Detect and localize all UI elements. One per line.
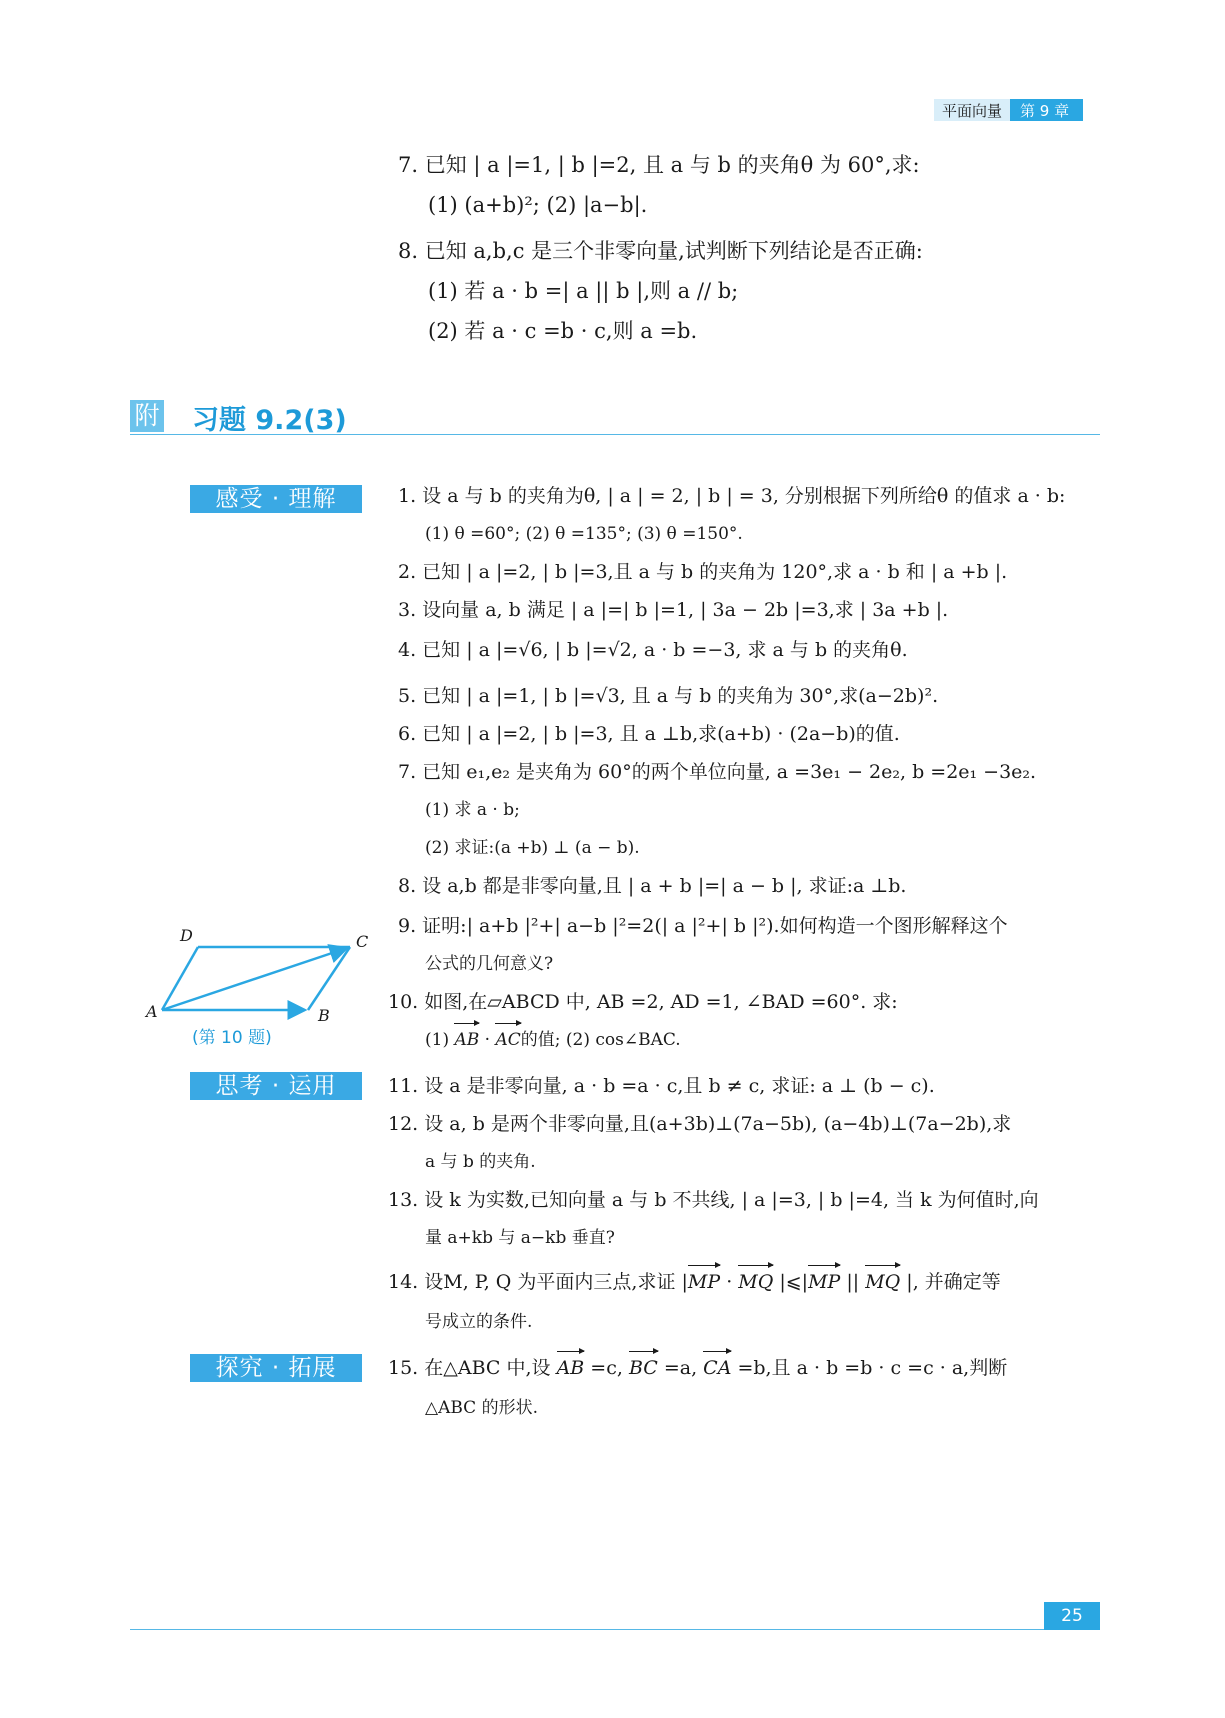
footer-rule xyxy=(130,1629,1100,1630)
label-C: C xyxy=(356,932,369,951)
p14-bars: || xyxy=(840,1271,866,1293)
p10-part1-label: (1) xyxy=(425,1030,455,1050)
q8-line1: 8. 已知 a,b,c 是三个非零向量,试判断下列结论是否正确: xyxy=(398,239,923,263)
figure-caption: (第 10 题) xyxy=(192,1028,272,1048)
problem-7-part2: (2) 求证:(a +b) ⊥ (a − b). xyxy=(425,838,640,858)
problem-8: 8. 设 a,b 都是非零向量,且 | a + b |=| a − b |, 求证:a ⊥b. xyxy=(398,875,907,897)
problem-14-line1 xyxy=(388,1268,1001,1296)
badge-tanjiu: 探究 · 拓展 xyxy=(190,1354,362,1382)
p15-a: 15. 在△ABC 中,设 xyxy=(388,1357,557,1379)
problem-12-line1: 12. 设 a, b 是两个非零向量,且(a+3b)⊥(7a−5b), (a−4b)⊥(7a−2b),求 xyxy=(388,1113,1012,1135)
vector-MP: MP xyxy=(688,1268,720,1296)
vector-BC-15: BC xyxy=(629,1354,658,1382)
problem-13-line2: 量 a+kb 与 a−kb 垂直? xyxy=(425,1228,615,1248)
label-A: A xyxy=(146,1002,158,1021)
problem-11: 11. 设 a 是非零向量, a · b =a · c,且 b ≠ c, 求证: a ⊥ (b − c). xyxy=(388,1075,935,1097)
problem-1: 1. 设 a 与 b 的夹角为θ, | a | = 2, | b | = 3, 分别根据下列所给θ 的值求 a · b: xyxy=(398,485,1066,507)
p14-rest: |, 并确定等 xyxy=(900,1271,1001,1293)
chapter-label: 第 9 章 xyxy=(1010,99,1083,121)
chapter-header xyxy=(934,99,1083,121)
problem-3: 3. 设向量 a, b 满足 | a |=| b |=1, | 3a − 2b |=3,求 | 3a +b |. xyxy=(398,599,949,621)
label-D: D xyxy=(180,926,193,945)
problem-1-options: (1) θ =60°; (2) θ =135°; (3) θ =150°. xyxy=(425,524,743,544)
section-heading xyxy=(130,400,1100,435)
problem-15-line2: △ABC 的形状. xyxy=(425,1398,538,1418)
vector-MQ-2: MQ xyxy=(865,1268,900,1296)
problem-13-line1: 13. 设 k 为实数,已知向量 a 与 b 不共线, | a |=3, | b |=4, 当 k 为何值时,向 xyxy=(388,1189,1039,1211)
vector-AC-arrow xyxy=(162,948,347,1010)
badge-sikao: 思考 · 运用 xyxy=(190,1072,362,1100)
label-B: B xyxy=(318,1006,330,1025)
problem-5: 5. 已知 | a |=1, | b |=√3, 且 a 与 b 的夹角为 30°,求(a−2b)². xyxy=(398,685,939,707)
page-number: 25 xyxy=(1044,1602,1100,1630)
problem-10-line2 xyxy=(425,1026,681,1054)
vector-MQ: MQ xyxy=(738,1268,773,1296)
section-title: 习题 9.2(3) xyxy=(192,405,347,436)
p15-g: =b,且 a · b =b · c =c · a,判断 xyxy=(731,1357,1008,1379)
vector-AB: AB xyxy=(454,1026,479,1054)
p15-c: =c, xyxy=(584,1357,629,1379)
vector-AB-15: AB xyxy=(557,1354,585,1382)
q8-line3: (2) 若 a · c =b · c,则 a =b. xyxy=(428,319,698,343)
dot: · xyxy=(479,1030,496,1050)
problem-10-line1: 10. 如图,在▱ABCD 中, AB =2, AD =1, ∠BAD =60°. 求: xyxy=(388,991,898,1013)
q8-line2: (1) 若 a · b =| a || b |,则 a // b; xyxy=(428,279,739,303)
problem-9-line1: 9. 证明:| a+b |²+| a−b |²=2(| a |²+| b |²).如何构造一个图形解释这个 xyxy=(398,915,1008,937)
problem-14-line2: 号成立的条件. xyxy=(425,1312,533,1332)
problem-7-part1: (1) 求 a · b; xyxy=(425,800,520,820)
problem-2: 2. 已知 | a |=2, | b |=3,且 a 与 b 的夹角为 120°,求 a · b 和 | a +b |. xyxy=(398,561,1008,583)
q7-line2: (1) (a+b)²; (2) |a−b|. xyxy=(428,193,648,217)
parallelogram-figure xyxy=(140,925,380,1025)
vector-CA-15: CA xyxy=(703,1354,731,1382)
problem-12-line2: a 与 b 的夹角. xyxy=(425,1152,536,1172)
q7-line1: 7. 已知 | a |=1, | b |=2, 且 a 与 b 的夹角θ 为 60°,求: xyxy=(398,153,920,177)
problem-7: 7. 已知 e₁,e₂ 是夹角为 60°的两个单位向量, a =3e₁ − 2e₂, b =2e₁ −3e₂. xyxy=(398,761,1037,783)
vector-AC: AC xyxy=(495,1026,520,1054)
p14-a: 14. 设M, P, Q 为平面内三点,求证 | xyxy=(388,1271,688,1293)
problem-9-line2: 公式的几何意义? xyxy=(425,954,554,974)
problem-4: 4. 已知 | a |=√6, | b |=√2, a · b =−3, 求 a 与 b 的夹角θ. xyxy=(398,639,908,661)
side-CB xyxy=(308,947,350,1010)
p10-rest: 的值; (2) cos∠BAC. xyxy=(520,1030,681,1050)
p15-e: =a, xyxy=(657,1357,704,1379)
p14-dot: · xyxy=(720,1271,739,1293)
problem-6: 6. 已知 | a |=2, | b |=3, 且 a ⊥b,求(a+b) · (2a−b)的值. xyxy=(398,723,900,745)
chapter-title: 平面向量 xyxy=(934,99,1010,121)
problem-15-line1 xyxy=(388,1354,1007,1382)
badge-ganshou: 感受 · 理解 xyxy=(190,485,362,513)
p14-leq: |⩽| xyxy=(773,1271,809,1293)
section-icon: 附 xyxy=(130,400,164,432)
vector-MP-2: MP xyxy=(808,1268,840,1296)
